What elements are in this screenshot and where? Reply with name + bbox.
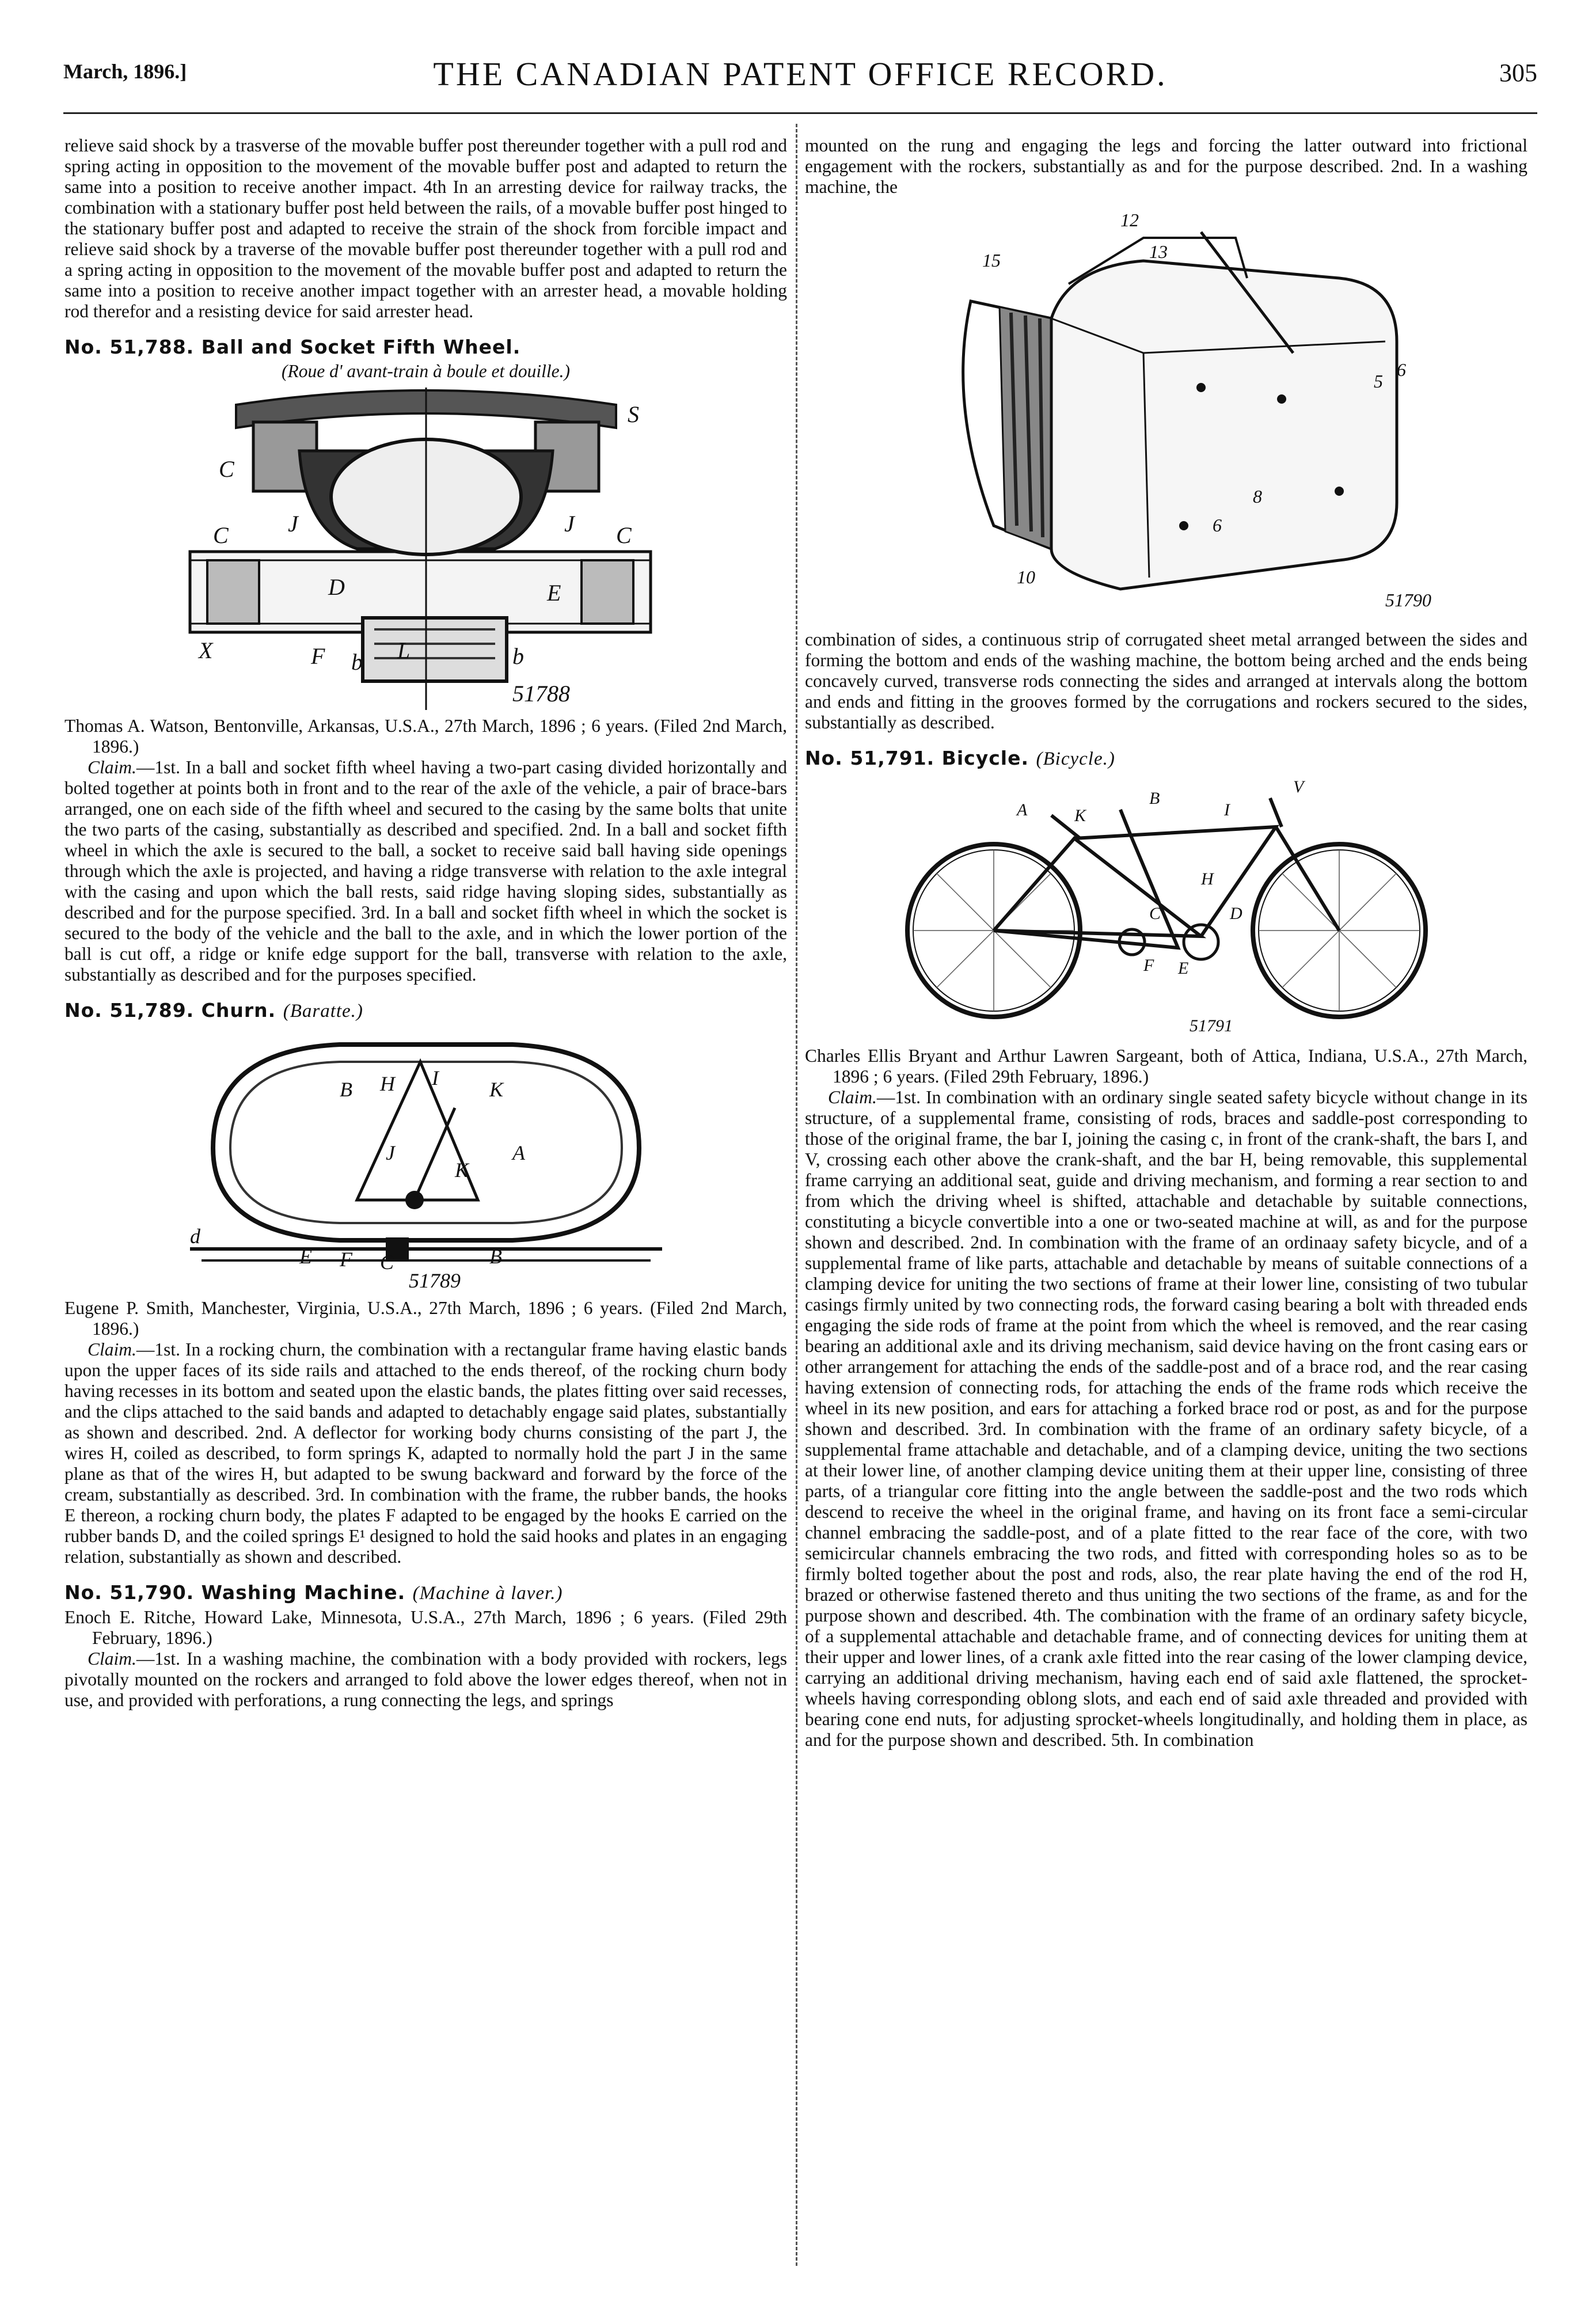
inventor-line: Enoch E. Ritche, Howard Lake, Minnesota, U.S.A., 27th March, 1896 ; 6 years. (Filed 29th February, 1896.): [64, 1607, 787, 1648]
claim-paragraph: [64, 1339, 787, 1567]
claim-label: Claim.: [828, 1087, 877, 1107]
fig-label: V: [1293, 777, 1304, 796]
fig-label: 10: [1016, 567, 1035, 587]
fig-label: C: [218, 456, 234, 482]
fig-label: H: [1200, 869, 1214, 888]
header-rule: [63, 112, 1537, 114]
continued-claim-text: relieve said shock by a trasverse of the movable buffer post thereunder together with a pull rod and spring acting in opposition to the movement of the movable buffer post and adapted to return the same into a position to receive another impact. 4th In an arresting device for railway tracks, the combination with a stationary buffer post held between the rails, of a movable buffer post hinged to the stationary buffer post and adapted to receive the strain of the shock from forcible impact and relieve said shock by a traverse of the movable buffer post thereunder together with a pull rod and a spring acting in opposition to the movement of the movable buffer post and adapted to return the same into a position to receive another impact together with an arrester head, a movable holding rod therefor and a resisting device for said arrester head.: [64, 135, 787, 321]
inventor-line: Thomas A. Watson, Bentonville, Arkansas, U.S.A., 27th March, 1896 ; 6 years. (Filed 2nd March, 1896.): [64, 716, 787, 757]
claim-text: —1st. In a ball and socket fifth wheel having a two-part casing divided horizontally and bolted together at points both in front and to the rear of the axle of the vehicle, a pair of brace-bars arranged, one on each side of the fifth wheel and secured to the casing by the same bolts that unite the two parts of the casing, substantially as described and specified. 2nd. In a ball and socket fifth wheel in which the axle is secured to the ball, a socket to receive said ball having side openings through which the axle is projected, and having a ridge transverse with relation to the axle integral with the casing and upon which the ball rests, said ridge having sloping sides, substantially as described and for the purpose specified. 3rd. In a ball and socket fifth wheel in which the socket is secured to the body of the vehicle and the ball to the axle, and in which the lower portion of the ball is cut off, a ridge or knife edge support for the ball, transverse with relation to the axle, substantially as described and for the purposes specified.: [64, 757, 787, 985]
figure-number: 51791: [1189, 1016, 1233, 1035]
patent-heading: [64, 337, 787, 358]
header-title: THE CANADIAN PATENT OFFICE RECORD.: [433, 55, 1168, 93]
left-column: [64, 135, 787, 1711]
fig-label: B: [1149, 789, 1160, 808]
claim-paragraph: [805, 1087, 1527, 1750]
fig-label: F: [1143, 956, 1154, 975]
claim-paragraph: [64, 757, 787, 985]
fig-label: I: [1223, 800, 1230, 819]
fig-label: J: [385, 1141, 395, 1164]
french-title: (Baratte.): [283, 1001, 363, 1022]
claim-label: Claim.: [88, 757, 136, 777]
figure-number: 51789: [408, 1269, 461, 1292]
fig-label: E: [1177, 959, 1188, 978]
fig-label: 15: [982, 250, 1001, 271]
fig-label: L: [397, 637, 410, 663]
fig-label: b: [512, 643, 524, 669]
fig-label: 8: [1252, 486, 1262, 507]
page-header: [63, 55, 1537, 101]
patent-heading: [64, 1000, 787, 1022]
claim-label: Claim.: [88, 1339, 136, 1360]
fig-label: H: [379, 1072, 395, 1095]
fig-label: 12: [1120, 210, 1139, 230]
right-column: [805, 135, 1527, 1750]
fig-label: 13: [1149, 241, 1168, 262]
claim-text: —1st. In a washing machine, the combination with a body provided with rockers, legs pivotally mounted on the rockers and arranged to fold above the lower edges thereof, when not in use, and provided with perforations, a rung connecting the legs, and springs: [64, 1649, 787, 1710]
french-title: (Machine à laver.): [412, 1583, 563, 1604]
fig-label: 6: [1212, 515, 1222, 536]
french-title: (Roue d' avant-train à boule et douille.): [281, 361, 570, 381]
fig-label: S: [627, 401, 639, 427]
washing-machine-figure: [879, 203, 1454, 624]
french-title: (Bicycle.): [1036, 749, 1115, 769]
fig-label: d: [189, 1225, 200, 1248]
fig-label: J: [287, 511, 298, 537]
fig-label: E: [299, 1245, 312, 1268]
claim-text: —1st. In a rocking churn, the combination with a rectangular frame having elastic bands upon the upper faces of its side rails and attached to the ends thereof, of the rocking churn body having recesses in its bottom and seated upon the elastic bands, the plates fitting over said recesses, and the clips attached to the said bands and adapted to detachably engage said plates, substantially as shown and described. 2nd. A deflector for working body churns consisting of the part J, the wires H, coiled as described, to form springs K, adapted to normally hold the part J in the same plane as that of the wires H, but adapted to be swung backward and forward by the force of the cream, substantially as described. 3rd. In combination with the frame, the rubber bands, the hooks E thereon, a rocking churn body, the plates F adapted to be engaged by the hooks E carried on the rubber bands D, and the coiled springs E¹ designed to hold the said hooks and plates in an engaging relation, substantially as shown and described.: [64, 1339, 787, 1567]
fig-label: E: [546, 580, 561, 606]
fig-label: C: [615, 522, 632, 548]
fig-label: 6: [1396, 359, 1406, 380]
fig-label: K: [454, 1159, 469, 1182]
figure-number: 51790: [1385, 590, 1431, 610]
fig-label: F: [310, 643, 325, 669]
fig-label: J: [564, 511, 575, 537]
fig-label: b: [351, 649, 363, 675]
inventor-line: Eugene P. Smith, Manchester, Virginia, U.S.A., 27th March, 1896 ; 6 years. (Filed 2nd March, 1896.): [64, 1298, 787, 1339]
patent-title: No. 51,791. Bicycle.: [805, 747, 1029, 769]
patent-title: No. 51,789. Churn.: [64, 999, 276, 1022]
bicycle-figure: [879, 775, 1454, 1040]
fig-label: B: [339, 1078, 352, 1101]
fig-label: C: [212, 522, 229, 548]
fig-label: I: [431, 1066, 439, 1089]
continued-claim-text: mounted on the rung and engaging the legs and forcing the latter outward into frictional engagement with the rockers, substantially as and for the purpose described. 2nd. In a washing machine, the: [805, 135, 1527, 197]
inventor-line: Charles Ellis Bryant and Arthur Lawren Sargeant, both of Attica, Indiana, U.S.A., 27th March, 1896 ; 6 years. (Filed 29th February, 1896.): [805, 1046, 1527, 1087]
figure-number: 51788: [512, 681, 570, 707]
header-date: March, 1896.]: [63, 60, 187, 83]
fig-label: C: [379, 1251, 394, 1274]
fig-label: K: [1074, 806, 1086, 825]
fig-label: 5: [1373, 371, 1383, 392]
claim-text: —1st. In combination with an ordinary single seated safety bicycle without change in its structure, of a supplemental frame, consisting of rods, braces and saddle-post corresponding to those of the original frame, the bar I, joining the casing c, in front of the crank-shaft, the bars I, and V, crossing each other above the crank-shaft, and the bar H, being removable, this supplemental frame carrying an additional seat, guide and driving mechanism, and forming a rear section to and from which the driving wheel is shifted, attachable and detachable by suitable connections, constituting a bicycle convertible into a one or two-seated machine at will, as and for the purpose shown and described. 2nd. In combination with the frame of an ordinaay safety bicycle, and of a supplemental frame of like parts, attachable and detachable by means of suitable connections of a clamping device for uniting the two sections of frame at their lower line, consisting of two tubular casings firmly united by two connecting rods, the forward casing bearing a bolt with threaded ends engaging the side rods of frame at the point from which the wheel is removed, and the rear casing bearing an additional axle and its driving mechanism, said device having on the front casing ears or other arrangement for attaching the ends of the saddle-post and of a brace rod, and the rear casing having extension of connecting rods, for attaching the ends of the frame rods which receive the wheel in its new position, and ears for attaching a forked brace rod or post, as and for the purpose shown and described. 3rd. In combination with the frame of an ordinary safety bicycle, of a supplemental frame attachable and detachable, and of a clamping device, uniting the two sections at their lower line, of another clamping device uniting them at their upper line, consisting of three parts, of a triangular core fitting into the angle between the saddle-post and the two rods which descend to receive the wheel in the original frame, and having on its front face a semi-circular channel embracing the saddle-post, and of a plate fitted to the rear face of the core, with two semicircular channels embracing the two rods, and fitted with corresponding holes so as to be firmly bolted together about the post and rods, also, the rear plate having the end of the rod H, brazed or otherwise fastened thereto and thus uniting the two sections of the frame, as and for the purpose shown and described. 4th. The combination with the frame of an ordinary safety bicycle, of a supplemental attachable and detachable frame, and of connecting devices for uniting them at their upper and lower lines, of a crank axle fitted into the rear casing of the lower clamping device, carrying an additional driving mechanism, having each end of said axle flattened, the sprocket-wheels having corresponding oblong slots, and each end of said axle threaded and provided with bearing cone end nuts, for adjusting sprocket-wheels longitudinally, and holding them in place, as and for the purpose shown and described. 5th. In combination: [805, 1087, 1527, 1750]
fifth-wheel-figure: [167, 388, 685, 710]
page-number: 305: [1499, 59, 1537, 87]
claim-paragraph: [64, 1649, 787, 1711]
fig-label: B: [489, 1245, 502, 1268]
claim-label: Claim.: [88, 1649, 136, 1669]
patent-heading: [64, 1582, 787, 1604]
churn-figure: [167, 1027, 685, 1292]
fig-label: D: [1229, 904, 1242, 923]
column-divider: [796, 124, 797, 2266]
fig-label: K: [489, 1078, 503, 1101]
patent-heading: [805, 748, 1527, 769]
continued-claim-text: combination of sides, a continuous strip of corrugated sheet metal arranged between the sides and forming the bottom and ends of the washing machine, the bottom being arched and the ends being concavely curved, transverse rods connecting the sides and arranged at intervals along the bottom and ends and fitting in the grooves formed by the corrugations and rockers secured to the sides, substantially as described.: [805, 629, 1527, 732]
fig-label: A: [1016, 800, 1027, 819]
fig-label: A: [512, 1141, 525, 1164]
patent-title: No. 51,790. Washing Machine.: [64, 1581, 406, 1604]
fig-label: X: [198, 637, 212, 663]
patent-title: No. 51,788. Ball and Socket Fifth Wheel.: [64, 336, 521, 358]
fig-label: D: [328, 574, 345, 600]
fig-label: F: [339, 1248, 352, 1271]
fig-label: C: [1149, 904, 1161, 923]
